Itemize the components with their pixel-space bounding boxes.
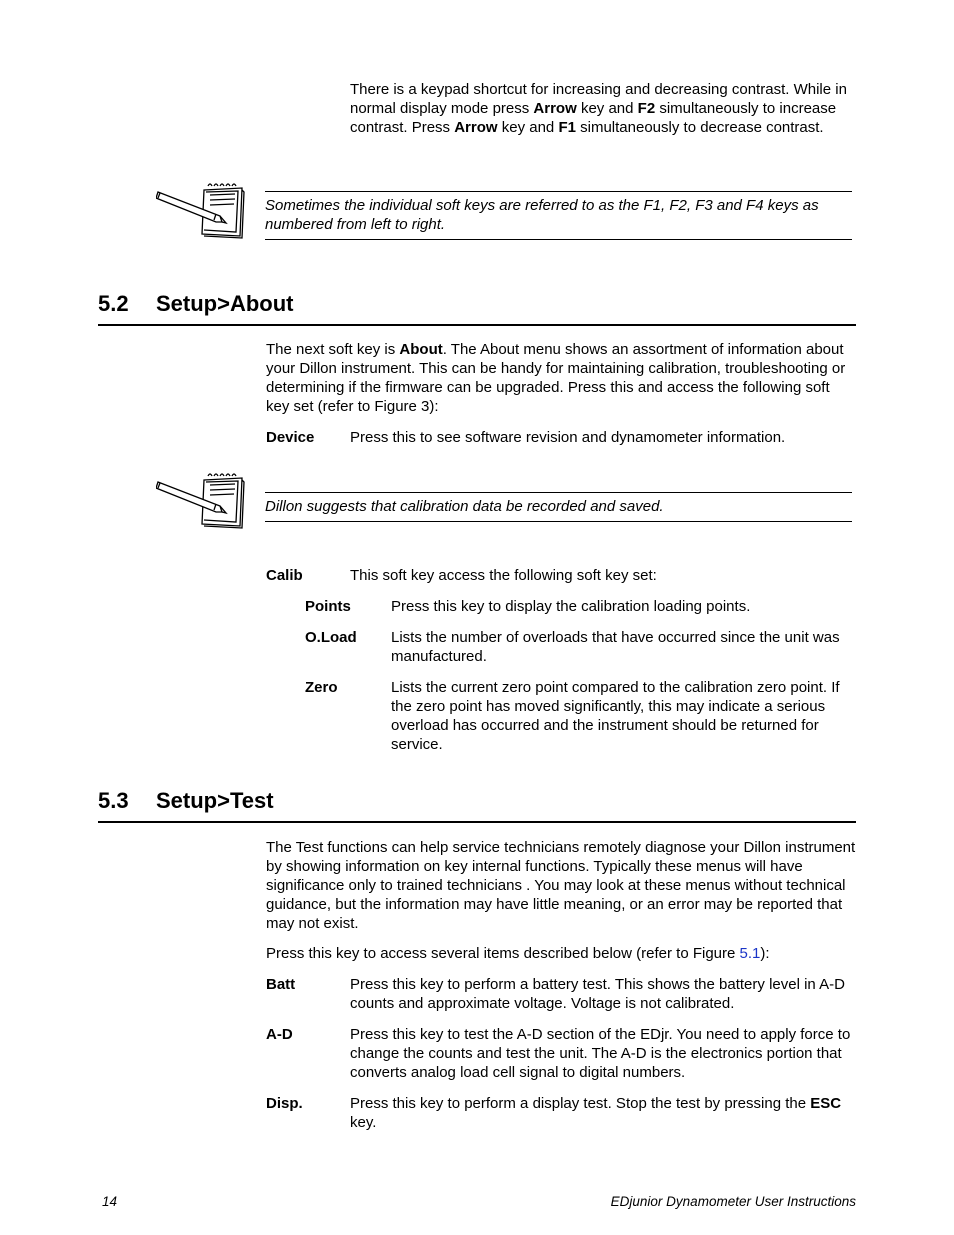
sub-def-zero: Lists the current zero point compared to the calibration zero point. If the zero point has moved significantly, this may indicate a serious overload has occurred and the instrument should be returned for service. bbox=[391, 679, 840, 753]
f1-key-label: F1 bbox=[558, 119, 576, 136]
test-paragraph: The Test functions can help service technicians remotely diagnose your Dillon instrument by showing information on key internal functions. Typically these menus will have significance only to trained technicians . You may look at these menus without technical guidance, but the information may have little meaning, or an error may be reported that may not exist. bbox=[266, 839, 856, 932]
sub-term-points: Points bbox=[305, 598, 351, 615]
sub-term-oload: O.Load bbox=[305, 629, 357, 646]
section-heading bbox=[98, 788, 274, 814]
sub-def-points: Press this key to display the calibration loading points. bbox=[391, 598, 751, 615]
ad-definition: Press this key to test the A-D section of the EDjr. You need to apply force to change the counts and test the unit. The A-D is the electronics portion that converts analog load cell signal to digital numbers. bbox=[350, 1026, 851, 1081]
section-title: Setup>About bbox=[156, 291, 294, 316]
section-rule bbox=[98, 821, 856, 823]
note-top-rule bbox=[265, 191, 852, 192]
note-pencil-icon bbox=[156, 470, 246, 530]
section-number: 5.3 bbox=[98, 788, 129, 813]
figure-link[interactable]: 5.1 bbox=[739, 945, 761, 962]
disp-term: Disp. bbox=[266, 1095, 303, 1112]
note-bottom-rule bbox=[265, 239, 852, 240]
section-heading bbox=[98, 291, 294, 317]
note-pencil-icon bbox=[156, 180, 246, 240]
device-definition: Press this to see software revision and dynamometer information. bbox=[350, 429, 786, 446]
sub-term-zero: Zero bbox=[305, 679, 338, 696]
intro-paragraph: There is a keypad shortcut for increasing and decreasing contrast. While in normal display mode press Arrow key and F2 simultaneously to increase contrast. Press Arrow key and F1 simultaneously to decrease contrast. bbox=[350, 81, 847, 136]
page-number: 14 bbox=[102, 1194, 118, 1209]
about-paragraph: The next soft key is About. The About menu shows an assortment of information about your Dillon instrument. This can be handy for maintaining calibration, troubleshooting or determining if the firmware can be upgraded. Press this and access the following soft key set (refer to Figure 3): bbox=[266, 341, 846, 415]
ad-term: A-D bbox=[266, 1026, 293, 1043]
note-bottom-rule bbox=[265, 521, 852, 522]
disp-definition: Press this key to perform a display test. Stop the test by pressing the ESC key. bbox=[350, 1095, 842, 1131]
note-top-rule bbox=[265, 492, 852, 493]
arrow-key-label: Arrow bbox=[454, 119, 498, 136]
calib-term: Calib bbox=[266, 567, 303, 584]
f2-key-label: F2 bbox=[637, 100, 656, 117]
section-rule bbox=[98, 324, 856, 326]
test-intro-paragraph: Press this key to access several items described below (refer to Figure 5.1): bbox=[266, 945, 770, 962]
batt-definition: Press this key to perform a battery test. This shows the battery level in A-D counts and approximate voltage. Voltage is not calibrated. bbox=[350, 976, 845, 1012]
footer-title: EDjunior Dynamometer User Instructions bbox=[610, 1194, 856, 1209]
note-text: Dillon suggests that calibration data be recorded and saved. bbox=[265, 498, 664, 515]
arrow-key-label: Arrow bbox=[533, 100, 577, 117]
sub-def-oload: Lists the number of overloads that have occurred since the unit was manufactured. bbox=[391, 629, 840, 665]
device-term: Device bbox=[266, 429, 315, 446]
section-number: 5.2 bbox=[98, 291, 129, 316]
section-title: Setup>Test bbox=[156, 788, 274, 813]
batt-term: Batt bbox=[266, 976, 296, 993]
calib-definition: This soft key access the following soft key set: bbox=[350, 567, 657, 584]
note-text: Sometimes the individual soft keys are referred to as the F1, F2, F3 and F4 keys as numbered from left to right. bbox=[265, 197, 819, 233]
